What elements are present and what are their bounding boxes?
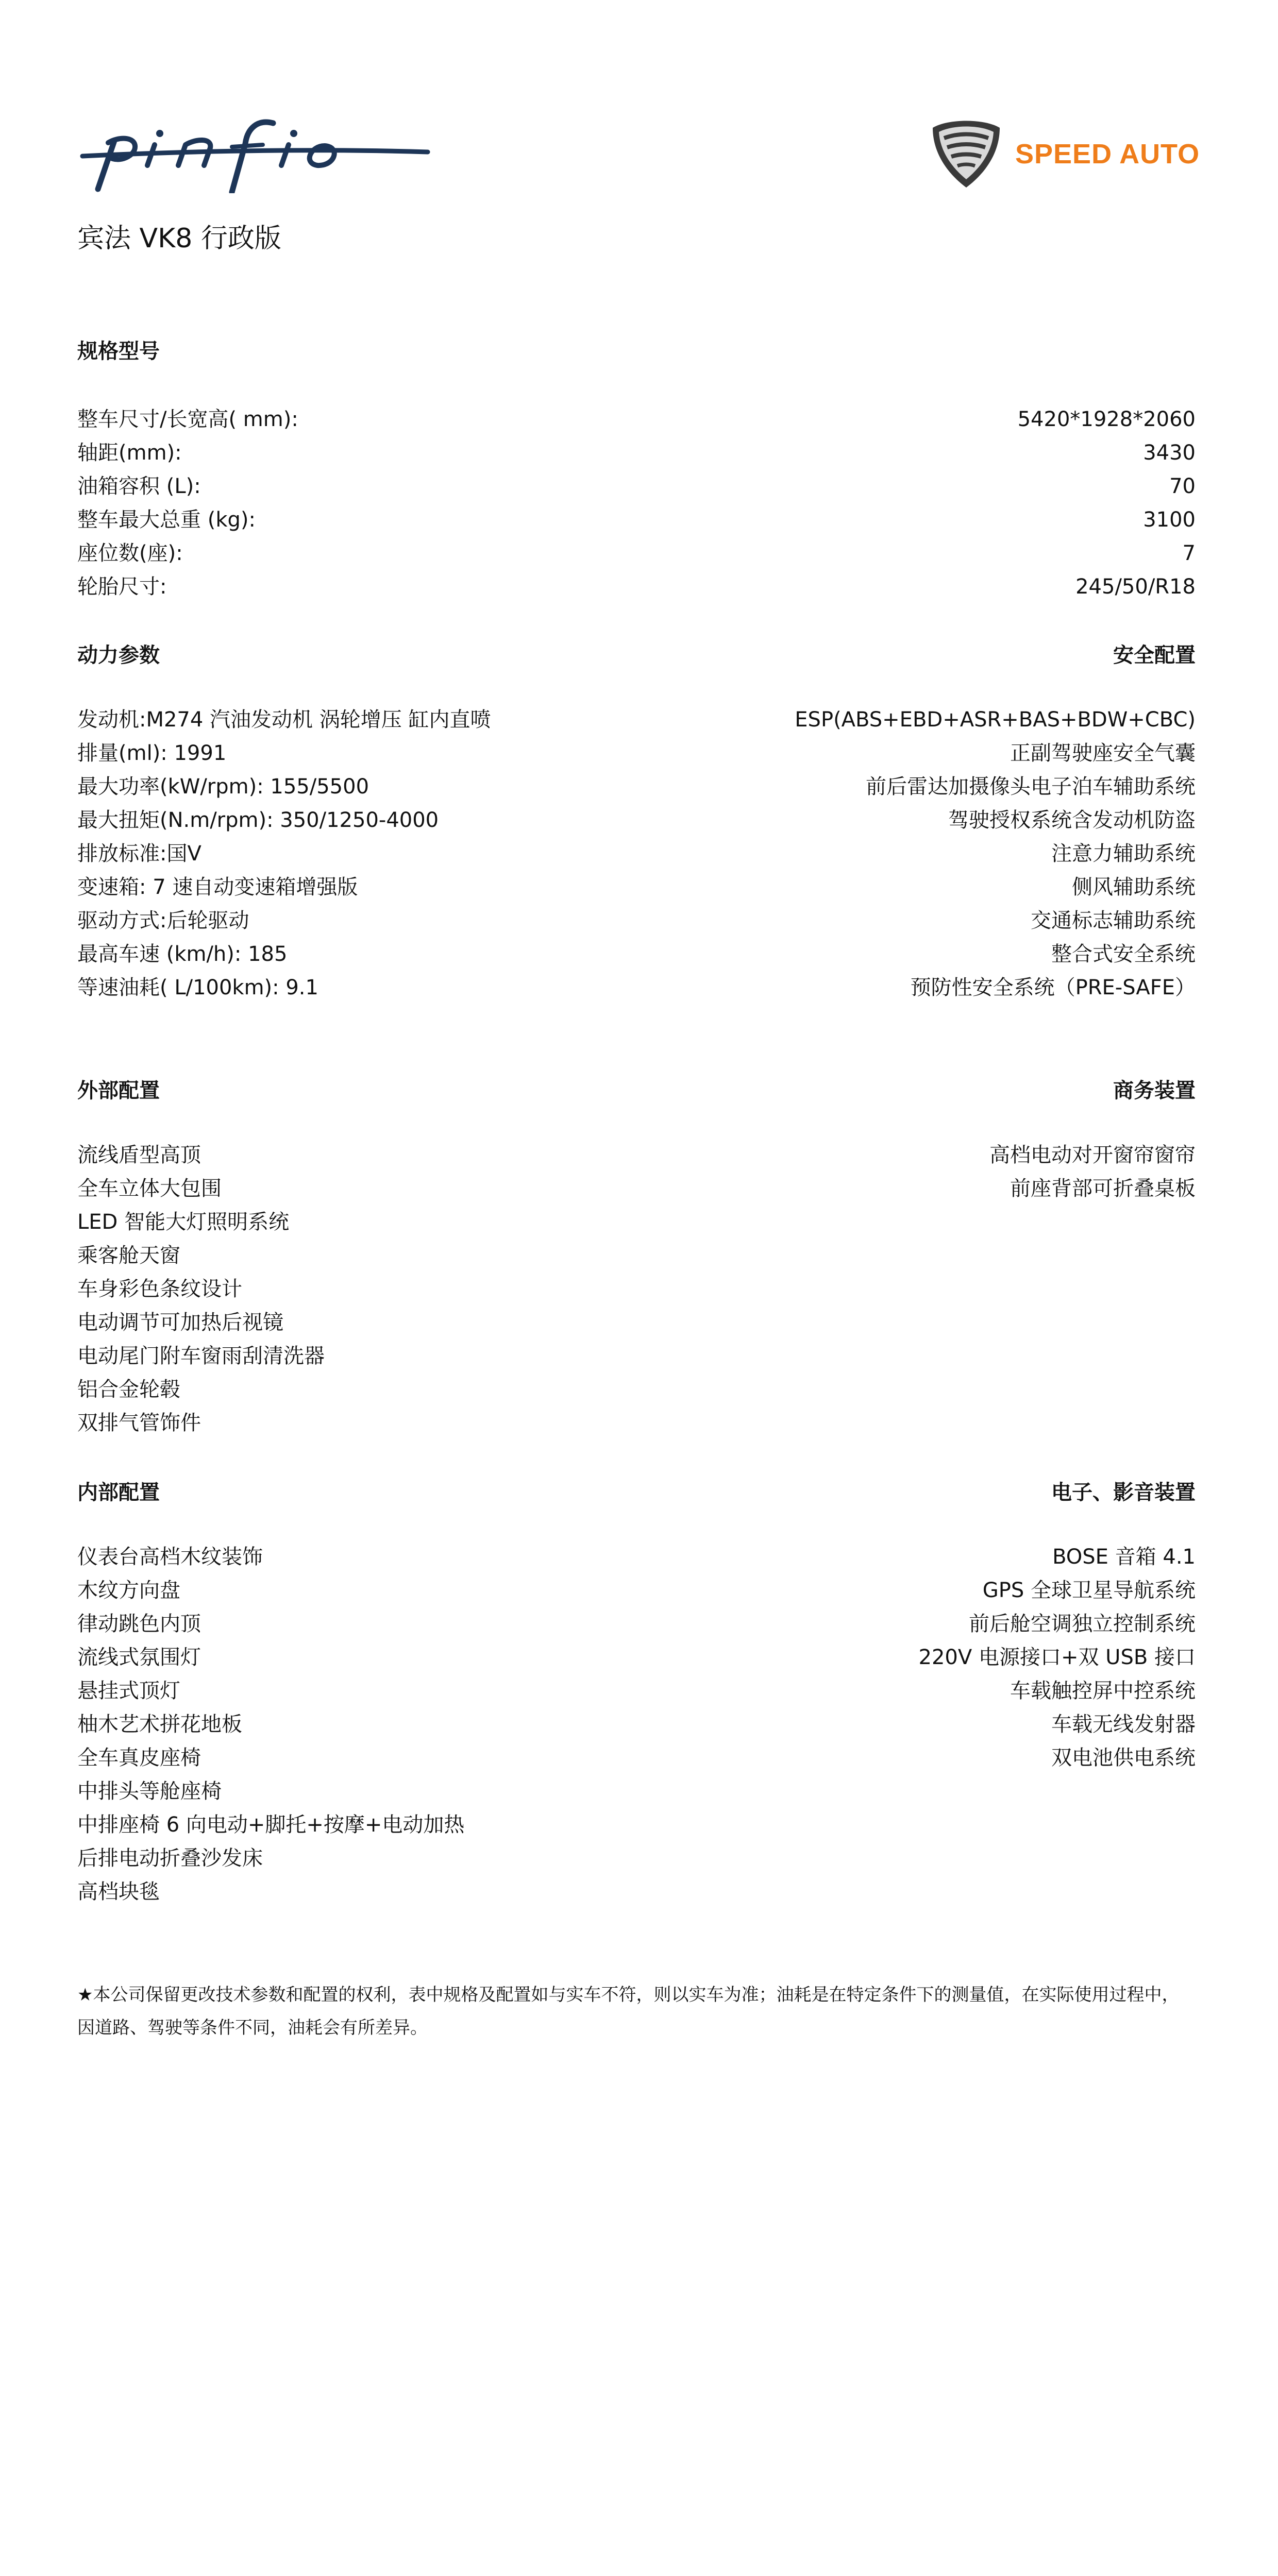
- list-item: 流线式氛围灯: [77, 1646, 201, 1669]
- section-heading-safety: 安全配置: [1113, 643, 1196, 667]
- brand-name: SPEED AUTO: [1015, 139, 1200, 170]
- interior-list: [77, 1540, 464, 1909]
- list-item: 发动机:M274 汽油发动机 涡轮增压 缸内直喷: [77, 708, 491, 732]
- spec-row: 整车尺寸/长宽高( mm): 5420*1928*2060: [77, 408, 1196, 431]
- speed-auto-logo: [928, 117, 1200, 190]
- list-item: GPS 全球卫星导航系统: [982, 1579, 1196, 1602]
- list-item: 中排头等舱座椅: [77, 1780, 222, 1803]
- list-item: 最大扭矩(N.m/rpm): 350/1250-4000: [77, 808, 439, 832]
- list-item: 后排电动折叠沙发床: [77, 1846, 263, 1870]
- spec-row: 轮胎尺寸: 245/50/R18: [77, 575, 1196, 599]
- spec-row: 座位数(座): 7: [77, 541, 1196, 565]
- power-list: [77, 703, 491, 1005]
- list-item: LED 智能大灯照明系统: [77, 1210, 290, 1234]
- list-item: 排量(ml): 1991: [77, 741, 227, 765]
- exterior-list: [77, 1139, 325, 1440]
- list-item: 变速箱: 7 速自动变速箱增强版: [77, 875, 358, 899]
- list-item: 前后雷达加摄像头电子泊车辅助系统: [866, 775, 1196, 799]
- list-item: 注意力辅助系统: [1051, 842, 1196, 866]
- section-heading-interior: 内部配置: [77, 1481, 160, 1504]
- list-item: 前座背部可折叠桌板: [1010, 1177, 1196, 1200]
- pinfio-logo: [77, 116, 433, 193]
- list-item: 驱动方式:后轮驱动: [77, 909, 249, 933]
- disclaimer-note: ★本公司保留更改技术参数和配置的权利，表中规格及配置如与实车不符，则以实车为准；油耗是在特定条件下的测量值，在实际使用过程中，因道路、驾驶等条件不同，油耗会有所差异。: [77, 1985, 1180, 2038]
- list-item: 高档电动对开窗帘窗帘: [989, 1143, 1196, 1167]
- list-item: 高档块毯: [77, 1880, 160, 1904]
- list-item: 柚木艺术拼花地板: [77, 1713, 242, 1736]
- section-heading-exterior: 外部配置: [77, 1079, 160, 1103]
- list-item: 律动跳色内顶: [77, 1612, 201, 1636]
- section-heading-electronics: 电子、影音装置: [1051, 1481, 1196, 1504]
- list-item: 电动尾门附车窗雨刮清洗器: [77, 1344, 325, 1368]
- section-heading-power: 动力参数: [77, 643, 160, 667]
- list-item: 交通标志辅助系统: [1031, 909, 1196, 933]
- list-item: 双电池供电系统: [1051, 1746, 1196, 1770]
- list-item: 220V 电源接口+双 USB 接口: [918, 1646, 1196, 1669]
- section-heading-business: 商务装置: [1113, 1079, 1196, 1103]
- list-item: 车载无线发射器: [1051, 1713, 1196, 1736]
- list-item: 木纹方向盘: [77, 1579, 180, 1602]
- list-item: 侧风辅助系统: [1072, 875, 1196, 899]
- list-item: 乘客舱天窗: [77, 1244, 180, 1267]
- list-item: 流线盾型高顶: [77, 1143, 201, 1167]
- spec-row: 油箱容积 (L): 70: [77, 474, 1196, 498]
- list-item: 整合式安全系统: [1051, 942, 1196, 966]
- list-item: ESP(ABS+EBD+ASR+BAS+BDW+CBC): [795, 708, 1196, 732]
- specs-list: [77, 403, 1196, 604]
- pinfio-logo-mark: [77, 116, 433, 193]
- list-item: 铝合金轮毂: [77, 1378, 180, 1401]
- list-item: 仪表台高档木纹装饰: [77, 1545, 263, 1569]
- list-item: 全车立体大包围: [77, 1177, 222, 1200]
- list-item: 预防性安全系统（PRE-SAFE）: [910, 976, 1196, 999]
- spec-row: 轴距(mm): 3430: [77, 441, 1196, 465]
- list-item: 车载触控屏中控系统: [1010, 1679, 1196, 1703]
- list-item: 最高车速 (km/h): 185: [77, 942, 288, 966]
- list-item: 最大功率(kW/rpm): 155/5500: [77, 775, 369, 799]
- safety-list: [795, 703, 1196, 1005]
- list-item: 正副驾驶座安全气囊: [1010, 741, 1196, 765]
- list-item: 悬挂式顶灯: [77, 1679, 180, 1703]
- list-item: 车身彩色条纹设计: [77, 1277, 242, 1301]
- business-list: [989, 1139, 1196, 1206]
- list-item: 排放标准:国Ⅴ: [77, 842, 201, 866]
- list-item: 全车真皮座椅: [77, 1746, 201, 1770]
- list-item: 等速油耗( L/100km): 9.1: [77, 976, 318, 999]
- list-item: 电动调节可加热后视镜: [77, 1311, 283, 1334]
- list-item: 中排座椅 6 向电动+脚托+按摩+电动加热: [77, 1813, 465, 1837]
- list-item: BOSE 音箱 4.1: [1052, 1545, 1196, 1569]
- list-item: 驾驶授权系统含发动机防盗: [948, 808, 1196, 832]
- shield-badge-icon: [928, 117, 1005, 190]
- list-item: 双排气管饰件: [77, 1411, 201, 1435]
- list-item: 前后舱空调独立控制系统: [969, 1612, 1196, 1636]
- spec-row: 整车最大总重 (kg): 3100: [77, 508, 1196, 532]
- electronics-list: [919, 1540, 1196, 1775]
- page-title: 宾法 VK8 行政版: [77, 223, 281, 254]
- section-heading-specs: 规格型号: [77, 340, 160, 363]
